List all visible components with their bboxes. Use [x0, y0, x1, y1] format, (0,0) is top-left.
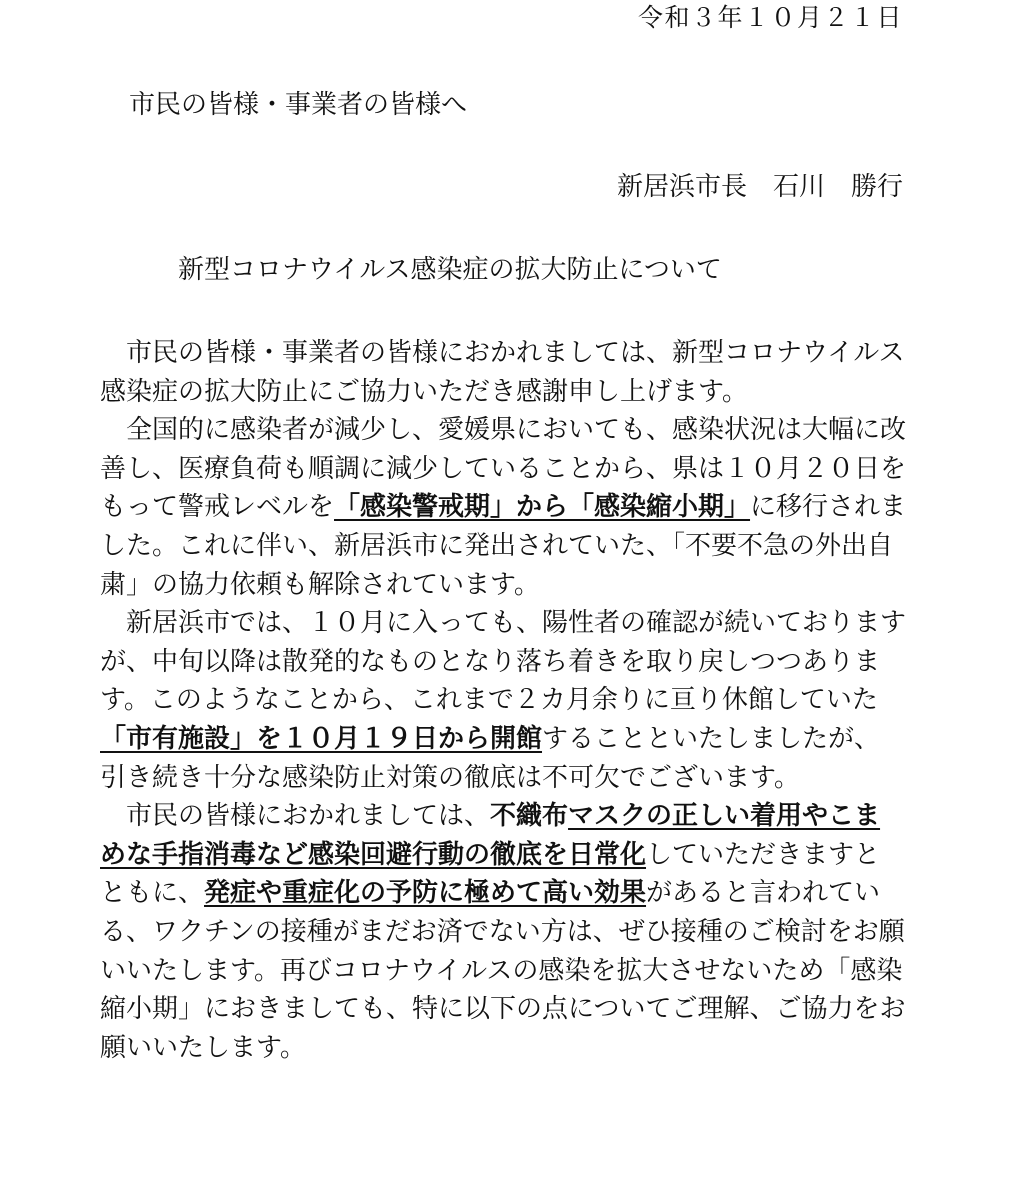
body-line-5 [100, 488, 906, 527]
body-segment: ともに、 [100, 878, 205, 909]
document-date: 令和３年１０月２１日 [637, 3, 903, 32]
body-segment: していただきますと [646, 839, 881, 870]
body-line-19: 願いいたします。 [100, 1032, 306, 1063]
body-line-17: いいたします。再びコロナウイルスの感染を拡大させないため「感染 [100, 955, 903, 986]
body-segment: することといたしましたが、 [542, 723, 881, 754]
sender-signature [617, 170, 903, 204]
sender-name: 石川 勝行 [772, 172, 903, 202]
emphasis-vaccine-effect: 発症や重症化の予防に極めて高い効果 [204, 878, 647, 909]
body-line-11 [100, 720, 906, 759]
body-line-4: 善し、医療負荷も順調に減少していることから、県は１０月２０日を [100, 453, 907, 484]
body-line-6: した。これに伴い、新居浜市に発出されていた、「不要不急の外出自 [100, 530, 894, 561]
body-segment: に移行されま [750, 492, 907, 523]
body-segment: 市民の皆様におかれましては、 [100, 801, 491, 832]
body-line-3: 全国的に感染者が減少し、愛媛県においても、感染状況は大幅に改 [100, 415, 907, 446]
body-segment: があると言われてい [646, 878, 881, 909]
addressee-line: 市民の皆様・事業者の皆様へ [129, 90, 468, 120]
body-line-9: が、中旬以降は散発的なものとなり落ち着きを取り戻しつつありま [100, 646, 881, 677]
body-segment: もって警戒レベルを [100, 492, 335, 523]
body-line-1: 市民の皆様・事業者の皆様におかれましては、新型コロナウイルス [100, 338, 905, 368]
emphasis-mask-wearing: マスクの正しい着用やこま [568, 801, 881, 832]
body-line-8: 新居浜市では、１０月に入っても、陽性者の確認が続いております [100, 608, 907, 639]
body-line-12: 引き続き十分な感染防止対策の徹底は不可欠でございます。 [100, 762, 800, 793]
body-line-15 [100, 874, 906, 913]
emphasis-facility-reopening: 「市有施設」を１０月１９日から開館 [100, 723, 543, 754]
emphasis-alert-level: 「感染警戒期」から「感染縮小期」 [334, 492, 751, 523]
body-line-18: 縮小期」におきましても、特に以下の点についてご理解、ご協力をお [100, 994, 906, 1025]
notice-title: 新型コロナウイルス感染症の拡大防止について [178, 255, 722, 285]
body-line-10: す。このようなことから、これまで２カ月余りに亘り休館していた [100, 685, 878, 716]
sender-title: 新居浜市長 [616, 172, 747, 202]
emphasis-nonwoven: 不織布 [490, 801, 569, 832]
body-line-13 [100, 797, 906, 836]
body-line-2: 感染症の拡大防止にご協力いただき感謝申し上げます。 [100, 376, 748, 407]
emphasis-avoidance-habits: めな手指消毒など感染回避行動の徹底を日常化 [100, 839, 647, 870]
notice-body [100, 334, 906, 1067]
body-line-16: る、ワクチンの接種がまだお済でない方は、ぜひ接種のご検討をお願 [100, 916, 905, 947]
body-line-14 [100, 836, 906, 875]
body-line-7: 粛」の協力依頼も解除されています。 [100, 569, 540, 600]
